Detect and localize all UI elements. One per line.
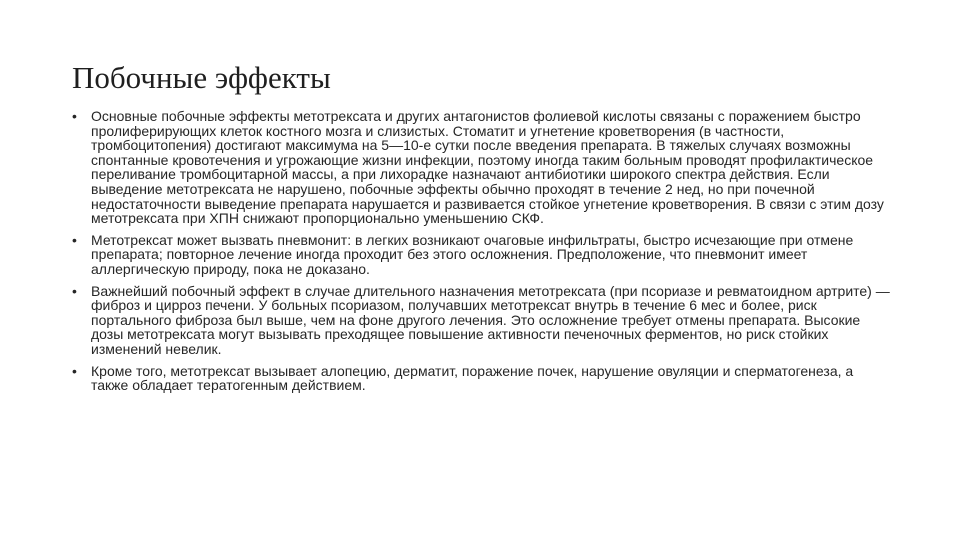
- bullet-icon: •: [72, 362, 77, 379]
- bullet-item-myelosuppression: [72, 109, 892, 226]
- bullet-text: Кроме того, метотрексат вызывает алопецию, дерматит, поражение почек, нарушение овуляции и сперматогенеза, а также обладает тератогенным действием.: [91, 362, 854, 394]
- bullet-text: Важнейший побочный эффект в случае длительного назначения метотрексата (при псориазе и ревматоидном артрите) — фиброз и цирроз печени. У больных псориазом, получавших метотрексат внутрь в течение 6 мес и более, риск портального фиброза был выше, чем на фоне другого лечения. Это осложнение требует отмены препарата. Высокие дозы метотрексата могут вызывать преходящее повышение активности печеночных ферментов, но риск стойких изменений невелик.: [91, 282, 890, 357]
- bullet-text: Метотрексат может вызвать пневмонит: в легких возникают очаговые инфильтраты, быстро исчезающие при отмене препарата; повторное лечение иногда проходит без этого осложнения. Предположение, что пневмонит имеет аллергическую природу, пока не доказано.: [91, 231, 854, 277]
- bullet-icon: •: [72, 108, 77, 124]
- bullet-icon: •: [72, 231, 77, 248]
- bullet-icon: •: [72, 282, 77, 299]
- slide-title: Побочные эффекты: [72, 60, 331, 95]
- bullet-list: [72, 109, 892, 400]
- bullet-text: Основные побочные эффекты метотрексата и других антагонистов фолиевой кислоты связаны с поражением быстро пролиферирующих клеток костного мозга и слизистых. Стоматит и угнетение кроветворения (в частности, тромбоцитопения) достигают максимума на 5—10-е сутки после введения препарата. В тяжелых случаях возможны спонтанные кровотечения и угрожающие жизни инфекции, поэтому иногда таким больным проводят профилактическое переливание тромбоцитарной массы, а при лихорадке назначают антибиотики широкого спектра действия. Если выведение метотрексата не нарушено, побочные эффекты обычно проходят в течение 2 нед, но при почечной недостаточности выведение препарата нарушается и развивается стойкое угнетение кроветворения. В связи с этим дозу метотрексата при ХПН снижают пропорционально уменьшению СКФ.: [91, 108, 884, 227]
- bullet-item-other-effects: [72, 364, 892, 393]
- bullet-item-liver-fibrosis: [72, 284, 892, 357]
- bullet-item-pneumonitis: [72, 233, 892, 277]
